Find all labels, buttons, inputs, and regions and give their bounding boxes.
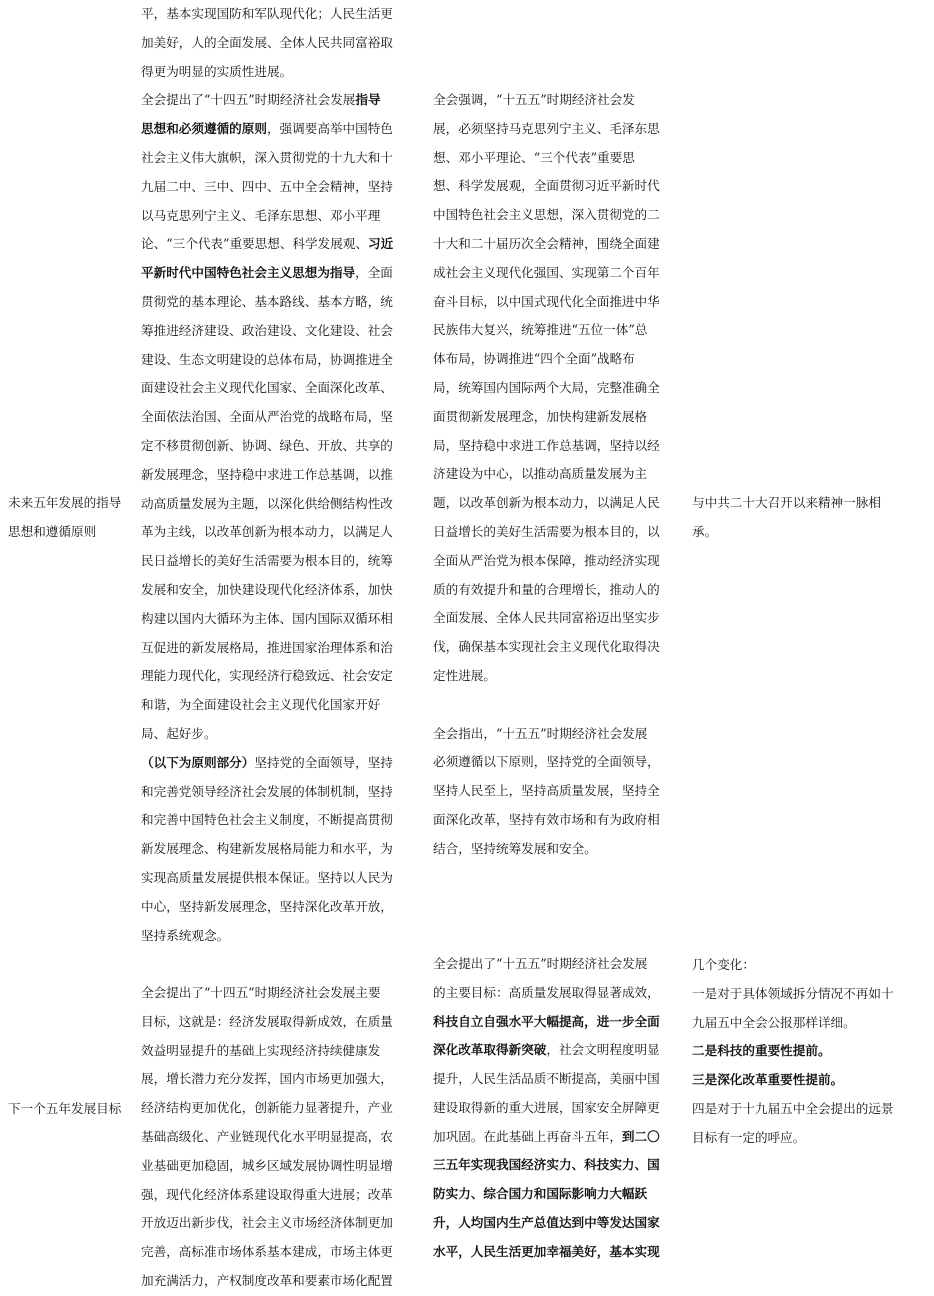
text-segment: 革为主线，以改革创新为根本动力，以满足人 [141,524,393,540]
text-segment: 展，必须坚持马克思列宁主义、毛泽东思 [433,120,660,136]
text-line [141,1267,429,1296]
column-15th-plenum [433,86,691,1267]
text-block [141,749,429,951]
text-segment: 想、科学发展观，全面贯彻习近平新时代 [433,178,660,194]
text-line [433,374,691,403]
text-line [141,230,429,259]
text-segment: 体布局，协调推进“四个全面”战略布 [433,351,635,367]
bold-segment: 指导 [355,92,381,108]
text-line [433,720,691,749]
bold-segment: 二是科技的重要性提前。 [692,1043,831,1059]
text-segment: 全会提出了“十五五”时期经济社会发展 [433,955,648,971]
text-block [141,0,429,86]
text-line [433,1180,691,1209]
text-block [433,950,691,1267]
text-line [433,1008,691,1037]
text-line [141,490,429,519]
spacer [433,892,691,921]
text-line [433,230,691,259]
text-segment: 实现高质量发展提供根本保证。坚持以人民为 [141,869,393,885]
text-line [433,547,691,576]
text-segment: 九届二中、三中、四中、五中全会精神，坚持 [141,178,393,194]
spacer [141,950,429,979]
text-line [141,778,429,807]
text-line [141,1037,429,1066]
text-block [141,979,429,1296]
text-line [692,1124,932,1153]
text-line [433,979,691,1008]
text-segment: 一是对于具体领域拆分情况不再如十 [692,985,894,1001]
text-segment: 伐，确保基本实现社会主义现代化取得决 [433,639,660,655]
text-segment: 局，统筹国内国际两个大局，完整准确全 [433,379,660,395]
text-line [433,576,691,605]
text-segment: 成社会主义现代化强国、实现第二个百年 [433,264,660,280]
spacer [433,921,691,950]
text-line [141,720,429,749]
text-line [141,922,429,951]
text-line [433,1036,691,1065]
text-segment: 动高质量发展为主题，以深化供给侧结构性改 [141,495,393,511]
text-line [433,86,691,115]
text-line [433,518,691,547]
bold-segment: 习近 [367,236,394,252]
text-block [692,489,932,547]
text-segment: 加充满活力，产权制度改革和要素市场化配置 [141,1273,393,1289]
row-label-guiding-thought [8,489,136,547]
text-line [433,1123,691,1152]
text-segment: 发展和安全，加快建设现代化经济体系，加快 [141,581,393,597]
text-line [692,1066,932,1095]
text-segment: 加美好，人的全面发展、全体人民共同富裕取 [141,34,393,50]
text-block [433,86,691,691]
text-line [141,86,429,115]
text-line [141,835,429,864]
text-line [433,777,691,806]
text-line [433,1094,691,1123]
text-line [433,1065,691,1094]
text-segment: 以马克思列宁主义、毛泽东思想、邓小平理 [141,207,381,223]
text-line [433,950,691,979]
text-segment: 得更为明显的实质性进展。 [141,63,293,79]
text-line [141,806,429,835]
text-segment: 加巩固。在此基础上再奋斗五年， [433,1128,622,1144]
text-line [141,288,429,317]
text-block [433,720,691,864]
text-segment: 全会提出了“十四五”时期经济社会发展主要 [141,985,381,1001]
text-line [433,1238,691,1267]
text-line [692,1095,932,1124]
text-segment: 全面依法治国、全面从严治党的战略布局，坚 [141,409,393,425]
text-segment: 平，基本实现国防和军队现代化；人民生活更 [141,6,393,21]
text-segment: 开放迈出新步伐，社会主义市场经济体制更加 [141,1215,393,1231]
text-segment: 局、起好步。 [141,725,217,741]
bold-segment: 防实力、综合国力和国际影响力大幅跃 [433,1186,648,1202]
text-line [141,662,429,691]
text-line [433,489,691,518]
text-segment: 全面从严治党为根本保障，推动经济实现 [433,552,660,568]
text-line [433,1151,691,1180]
text-line [141,576,429,605]
text-segment: 中心，坚持新发展理念，坚持深化改革开放， [141,898,393,914]
text-segment: 和谐，为全面建设社会主义现代化国家开好 [141,697,381,713]
text-line [141,893,429,922]
text-line [141,432,429,461]
text-segment: 和完善中国特色社会主义制度，不断提高贯彻 [141,812,393,828]
text-line [141,1238,429,1267]
bold-segment: 到二〇 [621,1128,660,1144]
text-segment: 基础高级化、产业链现代化水平明显提高，农 [141,1129,393,1145]
text-line [141,1152,429,1181]
text-line [141,58,429,87]
text-line [692,1037,932,1066]
text-segment: 全面发展、全体人民共同富裕迈出坚实步 [433,610,660,626]
text-line [141,605,429,634]
text-segment: 新发展理念、构建新发展格局能力和水平，为 [141,841,393,857]
text-segment: 贯彻党的基本理论、基本路线、基本方略，统 [141,293,393,309]
column-14th-plenum [141,0,429,1296]
text-line [141,749,429,778]
text-line [141,1181,429,1210]
text-segment: ，全面 [355,265,393,281]
text-segment: 效益明显提升的基础上实现经济持续健康发 [141,1042,381,1058]
text-segment: 面深化改革，坚持有效市场和有为政府相 [433,811,660,827]
text-segment: 坚持系统观念。 [141,927,230,943]
text-line [433,316,691,345]
text-segment: 结合，坚持统筹发展和安全。 [433,840,597,856]
text-line [433,662,691,691]
text-segment: 必须遵循以下原则，坚持党的全面领导， [433,754,660,770]
text-segment: 四是对于十九届五中全会提出的远景 [692,1100,894,1116]
text-segment: 建设、生态文明建设的总体布局，协调推进全 [141,351,393,367]
text-segment: 奋斗目标，以中国式现代化全面推进中华 [433,293,660,309]
text-line [141,1123,429,1152]
text-segment: ，强调要高举中国特色 [266,121,393,137]
text-block [692,951,932,1153]
text-line [433,403,691,432]
row-label-line: 思想和遵循原则 [8,523,97,539]
text-segment: ，社会文明程度明显 [546,1042,660,1058]
text-segment: 筹推进经济建设、政治建设、文化建设、社会 [141,322,393,338]
text-line [433,806,691,835]
text-segment: 全会指出，“十五五”时期经济社会发展 [433,725,648,741]
text-line [141,403,429,432]
text-line [141,173,429,202]
text-segment: 济建设为中心，以推动高质量发展为主 [433,466,648,482]
bold-segment: （以下为原则部分） [141,754,255,770]
text-line [141,634,429,663]
bold-segment: 思想和必须遵循的原则 [141,121,267,137]
text-segment: 构建以国内大循环为主体、国内国际双循环相 [141,610,393,626]
text-line [141,202,429,231]
text-line [692,489,932,518]
text-segment: 互促进的新发展格局，推进国家治理体系和治 [141,639,393,655]
text-line [141,864,429,893]
text-line [141,1008,429,1037]
text-segment: 题，以改革创新为根本动力，以满足人民 [433,495,660,511]
text-line [433,144,691,173]
bold-segment: 科技自立自强水平大幅提高，进一步全面 [433,1013,660,1029]
text-line [433,201,691,230]
text-segment: 目标，这就是：经济发展取得新成效，在质量 [141,1013,393,1029]
bold-segment: 水平，人民生活更加幸福美好，基本实现 [433,1243,660,1259]
text-line [141,346,429,375]
text-segment: 十大和二十届历次全会精神，围绕全面建 [433,235,660,251]
text-segment: 定不移贯彻创新、协调、绿色、开放、共享的 [141,437,393,453]
text-segment: 理能力现代化，实现经济行稳致远、社会安定 [141,668,393,684]
text-line [141,29,429,58]
text-segment: 几个变化： [692,957,755,972]
text-segment: 建设取得新的重大进展，国家安全屏障更 [433,1099,660,1115]
text-line [141,1209,429,1238]
text-segment: 定性进展。 [433,667,496,683]
text-segment: 和完善党领导经济社会发展的体制机制，坚持 [141,783,393,799]
text-segment: 中国特色社会主义思想，深入贯彻党的二 [433,207,660,223]
text-line [141,547,429,576]
text-segment: 局，坚持稳中求进工作总基调，坚持以经 [433,437,660,453]
text-segment: 九届五中全会公报那样详细。 [692,1014,856,1030]
spacer [433,691,691,720]
text-line [433,345,691,374]
text-segment: 提升，人民生活品质不断提高，美丽中国 [433,1071,660,1087]
text-line [141,461,429,490]
text-segment: 民族伟大复兴，统筹推进“五位一体”总 [433,322,648,338]
text-line [141,144,429,173]
text-segment: 质的有效提升和量的合理增长，推动人的 [433,581,660,597]
row-label-goals [8,1095,136,1124]
text-line [433,633,691,662]
text-block [141,86,429,748]
bold-segment: 平新时代中国特色社会主义思想为指导 [141,265,356,281]
text-line [141,979,429,1008]
text-segment: 全会强调，“十五五”时期经济社会发 [433,92,635,107]
text-line [433,259,691,288]
spacer [433,864,691,893]
text-line [433,432,691,461]
text-segment: 日益增长的美好生活需要为根本目的，以 [433,523,660,539]
text-segment: 展，增长潜力充分发挥，国内市场更加强大， [141,1071,393,1087]
text-segment: 新发展理念，坚持稳中求进工作总基调，以推 [141,466,393,482]
text-line [141,0,429,29]
bold-segment: 三是深化改革重要性提前。 [692,1072,844,1088]
text-segment: 经济结构更加优化，创新能力显著提升，产业 [141,1100,393,1116]
text-line [433,115,691,144]
text-line [141,374,429,403]
text-segment: 全会提出了“十四五”时期经济社会发展 [141,92,356,108]
text-line [433,1209,691,1238]
text-line [141,115,429,144]
text-segment: 民日益增长的美好生活需要为根本目的，统筹 [141,553,393,569]
text-line [141,259,429,288]
text-segment: 想、邓小平理论、“三个代表”重要思 [433,149,635,165]
text-line [433,460,691,489]
bold-segment: 升，人均国内生产总值达到中等发达国家 [433,1215,660,1231]
text-segment: 强，现代化经济体系建设取得重大进展；改革 [141,1186,393,1202]
text-segment: 面贯彻新发展理念，加快构建新发展格 [433,408,648,424]
text-line [433,288,691,317]
text-segment: 目标有一定的呼应。 [692,1129,806,1145]
text-segment: 论、“三个代表”重要思想、科学发展观、 [141,236,368,252]
text-segment: 与中共二十大召开以来精神一脉相 [692,495,881,510]
notes-guiding-thought [692,489,932,547]
text-line [692,1009,932,1038]
text-line [433,604,691,633]
bold-segment: 深化改革取得新突破 [433,1042,547,1058]
text-segment: 业基础更加稳固，城乡区域发展协调性明显增 [141,1157,393,1173]
text-line [692,951,932,980]
text-segment: 坚持人民至上，坚持高质量发展，坚持全 [433,783,660,799]
text-line [141,691,429,720]
text-line [141,317,429,346]
text-segment: 面建设社会主义现代化国家、全面深化改革、 [141,380,393,396]
text-line [141,1065,429,1094]
text-line [433,172,691,201]
text-segment: 社会主义伟大旗帜，深入贯彻党的十九大和十 [141,149,393,165]
text-line [433,748,691,777]
bold-segment: 三五年实现我国经济实力、科技实力、国 [433,1157,660,1173]
row-label-line: 未来五年发展的指导 [8,495,122,510]
text-line [433,835,691,864]
text-segment: 完善，高标准市场体系基本建成，市场主体更 [141,1244,393,1260]
notes-goals [692,951,932,1153]
text-segment: 坚持党的全面领导，坚持 [254,754,393,770]
text-line [141,1094,429,1123]
text-segment: 的主要目标：高质量发展取得显著成效， [433,984,660,1000]
text-line [141,518,429,547]
text-line [692,518,932,547]
text-line [692,980,932,1009]
row-label-line: 下一个五年发展目标 [8,1101,122,1116]
text-segment: 承。 [692,523,718,539]
